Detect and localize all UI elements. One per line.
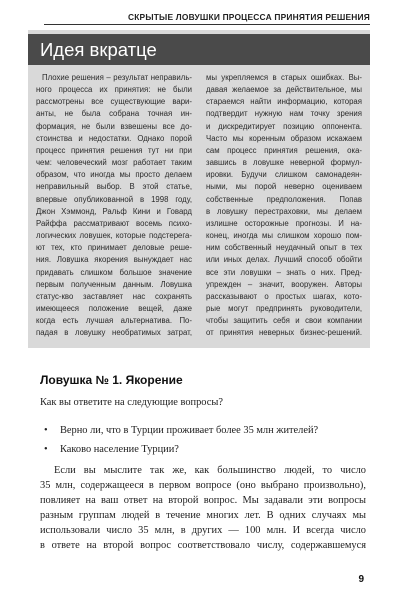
summary-text-line: подтвердит нужную нам точку зрения — [206, 109, 362, 119]
summary-text-line: ним собственный неудачный опыт в тех — [206, 243, 362, 253]
summary-text-line: придавать слишком большое значение — [36, 267, 192, 277]
summary-text-line: логических ловушек, которые подстерега- — [36, 231, 192, 241]
running-head: СКРЫТЫЕ ЛОВУШКИ ПРОЦЕССА ПРИНЯТИЯ РЕШЕНИЯ — [128, 12, 370, 22]
summary-text-line: анты, не была собрана точная ин- — [36, 109, 192, 119]
summary-text-line: завшись в ловушке неверной формул- — [206, 158, 362, 168]
summary-text-line: неправильный выбор. В этой статье, — [36, 182, 192, 192]
summary-text-line: когда есть лучшая альтернатива. По- — [36, 316, 192, 326]
summary-text-line: чем: человеческий мозг работает таким — [36, 158, 192, 168]
body-paragraph — [40, 463, 366, 553]
summary-text-line: упрежден – значит, вооружен. Авторы — [206, 279, 362, 289]
page-number: 9 — [358, 574, 364, 585]
summary-text-line: Часто мы коренным образом искажаем — [206, 133, 362, 143]
summary-text-line: ного процесса их принятия: не были — [36, 85, 192, 95]
paragraph-line: в ответе на второй вопрос соответствовало числу, содержавшемуся — [40, 540, 366, 551]
summary-text-line: ют тех, кто принимает деловые реше- — [36, 243, 192, 253]
list-item-text: Верно ли, что в Турции проживает более 35 млн жителей? — [60, 425, 319, 436]
summary-text-line: формация, не были взвешены все до- — [36, 121, 192, 131]
summary-title: Идея вкратце — [28, 34, 370, 65]
summary-text-line: мы укрепляемся в старых ошибках. Вы- — [206, 73, 362, 82]
summary-text-line: и дискредитирует позицию оппонента. — [206, 121, 362, 131]
summary-text-line: Джон Хэммонд, Ральф Кини и Говард — [36, 206, 192, 216]
paragraph-line: 35 млн, содержащееся в первом вопросе (оно выбрано произвольно), — [40, 480, 366, 491]
summary-text-line: собственные предположения. Попав — [206, 194, 362, 204]
summary-text-line: ния. Ловушка якорения вынуждает нас — [36, 255, 192, 265]
list-item — [44, 421, 318, 440]
summary-text-line: процесс принятия решения тут ни при — [36, 145, 192, 155]
summary-text-line: первым полученным данным. Ловушка — [36, 279, 192, 289]
summary-text-line: в ловушку перестраховки, мы делаем — [206, 206, 362, 216]
summary-right-column — [206, 72, 362, 339]
list-item-text: Каково население Турции? — [60, 444, 179, 455]
question-list — [44, 421, 318, 459]
summary-text-line: рые могут предпринять руководители, — [206, 303, 362, 313]
summary-text-line: Плохие решения – результат неправиль- — [42, 73, 192, 82]
summary-text-line: ировки. Будучи слишком самонадеян- — [206, 170, 362, 180]
summary-text-line: стараемся найти информацию, которая — [206, 97, 362, 107]
summary-text-line: рассказывают о простых шагах, кото- — [206, 291, 362, 301]
summary-text-line: давая желаемое за действительное, мы — [206, 85, 362, 95]
paragraph-line: Если вы мыслите так же, как большинство людей, то число — [54, 465, 366, 476]
summary-text-line: впервые опубликованной в 1998 году, — [36, 194, 192, 204]
summary-text-line: или иных делах. Лучший способ обойти — [206, 255, 362, 265]
paragraph-line: разным группам людей в течение многих лет. В одних случаях мы — [40, 510, 366, 521]
summary-text-line: от принятия неверных бизнес-решений. — [206, 328, 362, 338]
summary-text-line: рассмотрены все существующие вари- — [36, 97, 192, 107]
summary-text-line: статус-кво заставляет нас сохранять — [36, 291, 192, 301]
header-rule — [44, 24, 370, 25]
summary-text-line: Райффа рассматривают восемь психо- — [36, 218, 192, 228]
question-text: Как вы ответите на следующие вопросы? — [40, 397, 223, 408]
summary-text-line: излишне осторожные прогнозы. И на- — [206, 218, 362, 228]
summary-text-line: падая в ловушку необратимых затрат, — [36, 328, 192, 338]
summary-text-line: образом, что иногда мы просто делаем — [36, 170, 192, 180]
paragraph-line: повлияет на ваш ответ на второй вопрос. Мы задавали эти вопросы — [40, 495, 366, 506]
bullet-icon: • — [44, 425, 48, 436]
summary-text-line: сам процесс принятия решения, ока- — [206, 145, 362, 155]
list-item — [44, 440, 318, 459]
summary-text-line: ными, мы порой неверно оцениваем — [206, 182, 362, 192]
summary-text-line: чтобы защитить себя и свои компании — [206, 316, 362, 326]
summary-text-line: конец, иногда мы слишком хорошо пом- — [206, 231, 362, 241]
bullet-icon: • — [44, 444, 48, 455]
section-heading: Ловушка № 1. Якорение — [40, 373, 183, 387]
summary-text-line: имеющееся положение вещей, даже — [36, 303, 192, 313]
summary-columns — [36, 72, 362, 339]
summary-left-column — [36, 72, 192, 339]
summary-text-line: все эти ловушки – знать о них. Пред- — [206, 267, 362, 277]
paragraph-line: использовали число 35 млн, в других — 100 млн. И всегда число — [40, 525, 366, 536]
summary-text-line: стоинства и недостатки. Однако порой — [36, 133, 192, 143]
